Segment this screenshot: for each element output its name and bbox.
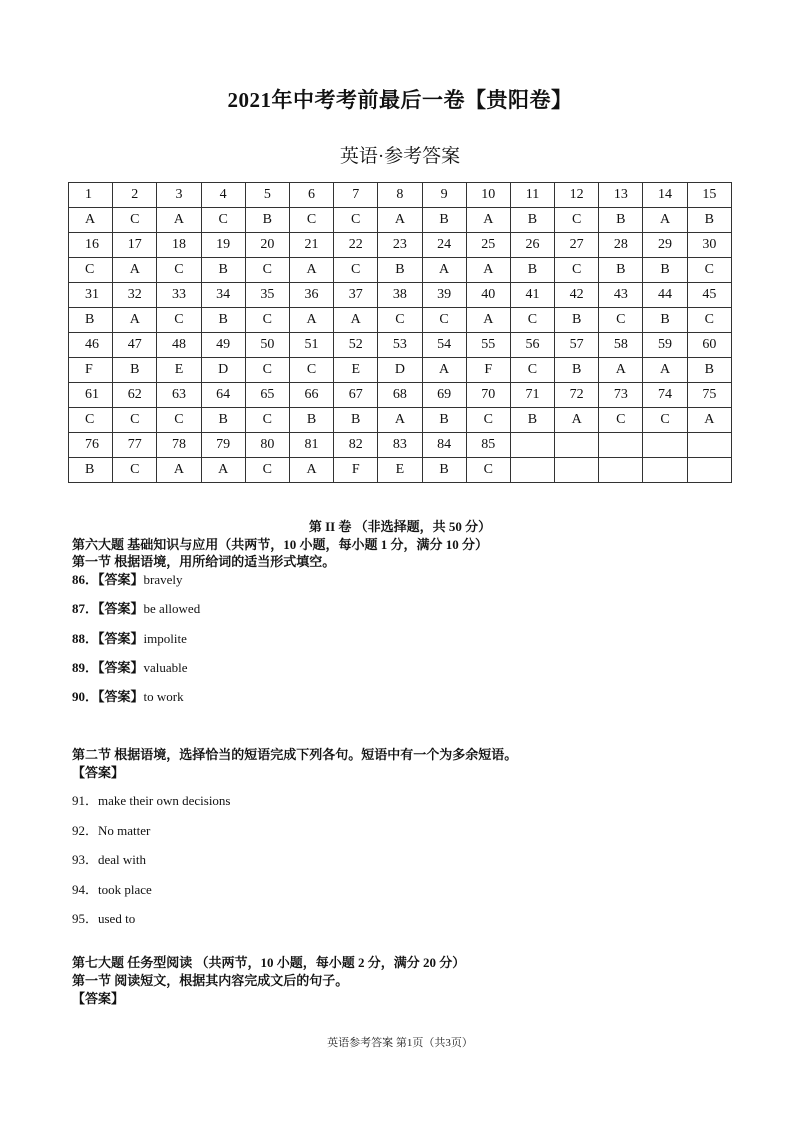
answer-cell: B (555, 308, 599, 333)
answer-cell: A (289, 308, 333, 333)
question-number-cell: 4 (201, 183, 245, 208)
answer-cell: A (466, 208, 510, 233)
question-number-cell: 51 (289, 333, 333, 358)
question-number-cell (599, 433, 643, 458)
answer-cell: C (334, 208, 378, 233)
answer-cell: A (289, 458, 333, 483)
answer-cell: A (555, 408, 599, 433)
answer-item: 87．【答案】be allowed (72, 601, 201, 616)
answer-cell: A (687, 408, 731, 433)
question-number-cell: 37 (334, 283, 378, 308)
question-number-cell: 85 (466, 433, 510, 458)
answer-row (69, 258, 732, 283)
question-number-cell: 40 (466, 283, 510, 308)
question-number-cell: 46 (69, 333, 113, 358)
answer-cell: B (378, 258, 422, 283)
question-number-cell: 27 (555, 233, 599, 258)
question-number-cell: 42 (555, 283, 599, 308)
answer-item: 95．used to (72, 911, 136, 926)
answer-cell: B (201, 258, 245, 283)
answer-cell: A (378, 408, 422, 433)
question-number-cell: 49 (201, 333, 245, 358)
section-7-part-1-instruction: 第一节 阅读短文，根据其内容完成文后的句子。 (72, 973, 349, 988)
question-number-cell: 38 (378, 283, 422, 308)
question-number-cell (687, 433, 731, 458)
answer-cell: B (422, 408, 466, 433)
question-number-row (69, 183, 732, 208)
section-7-heading: 第七大题 任务型阅读 （共两节，10 小题，每小题 2 分，满分 20 分） (72, 955, 466, 970)
question-number-cell: 6 (289, 183, 333, 208)
question-number-cell: 70 (466, 383, 510, 408)
answer-item: 93．deal with (72, 852, 147, 867)
answer-cell: A (466, 258, 510, 283)
question-number-cell: 24 (422, 233, 466, 258)
answer-cell: A (113, 308, 157, 333)
question-number-cell: 43 (599, 283, 643, 308)
answer-cell: C (422, 308, 466, 333)
answer-cell: B (510, 208, 554, 233)
question-number-row (69, 383, 732, 408)
answer-cell: A (599, 358, 643, 383)
answer-cell: C (599, 408, 643, 433)
answer-cell: B (510, 258, 554, 283)
answer-cell: B (422, 458, 466, 483)
question-number-cell: 30 (687, 233, 731, 258)
answer-cell: B (687, 208, 731, 233)
answer-cell: C (555, 208, 599, 233)
question-number-cell: 44 (643, 283, 687, 308)
question-number-cell: 54 (422, 333, 466, 358)
question-number-cell (555, 433, 599, 458)
question-number-cell: 52 (334, 333, 378, 358)
answer-cell (643, 458, 687, 483)
question-number-cell: 75 (687, 383, 731, 408)
question-number-cell: 25 (466, 233, 510, 258)
question-number-cell: 22 (334, 233, 378, 258)
answer-cell: A (157, 208, 201, 233)
answer-cell: F (334, 458, 378, 483)
answer-cell: C (113, 458, 157, 483)
answer-cell: B (69, 458, 113, 483)
answer-cell: C (245, 258, 289, 283)
question-number-cell: 32 (113, 283, 157, 308)
answer-cell: F (466, 358, 510, 383)
answer-item: 86．【答案】bravely (72, 572, 183, 587)
question-number-cell: 10 (466, 183, 510, 208)
answer-cell: B (510, 408, 554, 433)
answer-cell: A (643, 208, 687, 233)
answer-cell: B (245, 208, 289, 233)
question-number-cell: 8 (378, 183, 422, 208)
answer-tag: 【答案】 (72, 765, 125, 780)
answer-cell: C (157, 308, 201, 333)
answer-cell: C (113, 208, 157, 233)
question-number-cell: 7 (334, 183, 378, 208)
answer-cell: E (378, 458, 422, 483)
answer-item: 91．make their own decisions (72, 793, 231, 808)
page-title: 2021年中考考前最后一卷【贵阳卷】 (227, 88, 573, 112)
answer-row (69, 358, 732, 383)
answer-cell: C (687, 308, 731, 333)
page-footer: 英语参考答案 第1页（共3页） (327, 1037, 473, 1049)
question-number-cell: 18 (157, 233, 201, 258)
question-number-cell: 48 (157, 333, 201, 358)
question-number-cell: 80 (245, 433, 289, 458)
answer-cell: A (334, 308, 378, 333)
question-number-cell: 60 (687, 333, 731, 358)
section-6-part-2-instruction: 第二节 根据语境，选择恰当的短语完成下列各句。短语中有一个为多余短语。 (72, 747, 518, 762)
answer-tag: 【答案】 (72, 991, 125, 1006)
answer-cell: C (69, 408, 113, 433)
answer-cell: C (466, 458, 510, 483)
question-number-cell (643, 433, 687, 458)
question-number-cell: 31 (69, 283, 113, 308)
question-number-cell: 71 (510, 383, 554, 408)
question-number-cell: 12 (555, 183, 599, 208)
question-number-cell: 13 (599, 183, 643, 208)
answer-cell: B (555, 358, 599, 383)
answer-cell (555, 458, 599, 483)
answer-cell: B (201, 308, 245, 333)
answer-cell: B (289, 408, 333, 433)
question-number-cell: 64 (201, 383, 245, 408)
answer-cell: A (113, 258, 157, 283)
answer-cell: A (289, 258, 333, 283)
answer-cell: E (157, 358, 201, 383)
answer-cell (687, 458, 731, 483)
question-number-cell: 9 (422, 183, 466, 208)
question-number-cell: 23 (378, 233, 422, 258)
question-number-cell: 21 (289, 233, 333, 258)
question-number-cell: 1 (69, 183, 113, 208)
question-number-cell: 45 (687, 283, 731, 308)
answer-cell: C (289, 208, 333, 233)
question-number-row (69, 333, 732, 358)
answer-cell: C (157, 408, 201, 433)
question-number-cell (510, 433, 554, 458)
question-number-cell: 68 (378, 383, 422, 408)
page-subtitle: 英语·参考答案 (339, 146, 461, 167)
question-number-cell: 82 (334, 433, 378, 458)
answer-cell: F (69, 358, 113, 383)
question-number-cell: 76 (69, 433, 113, 458)
question-number-cell: 33 (157, 283, 201, 308)
question-number-cell: 73 (599, 383, 643, 408)
answer-cell: C (687, 258, 731, 283)
answer-cell: C (289, 358, 333, 383)
answer-cell: B (113, 358, 157, 383)
question-number-cell: 15 (687, 183, 731, 208)
answer-cell: B (422, 208, 466, 233)
answer-cell: B (69, 308, 113, 333)
question-number-cell: 69 (422, 383, 466, 408)
question-number-cell: 78 (157, 433, 201, 458)
answer-cell: E (334, 358, 378, 383)
answer-cell: C (378, 308, 422, 333)
answer-key-table (68, 182, 732, 483)
part-2-heading: 第 II 卷 （非选择题，共 50 分） (308, 519, 492, 534)
answer-cell: B (599, 258, 643, 283)
section-6-heading: 第六大题 基础知识与应用（共两节，10 小题，每小题 1 分，满分 10 分） (72, 537, 489, 552)
question-number-cell: 39 (422, 283, 466, 308)
answer-cell: A (643, 358, 687, 383)
question-number-cell: 47 (113, 333, 157, 358)
question-number-cell: 11 (510, 183, 554, 208)
answer-cell: B (201, 408, 245, 433)
answer-cell: C (643, 408, 687, 433)
question-number-cell: 2 (113, 183, 157, 208)
question-number-cell: 53 (378, 333, 422, 358)
question-number-cell: 63 (157, 383, 201, 408)
question-number-cell: 57 (555, 333, 599, 358)
question-number-cell: 74 (643, 383, 687, 408)
question-number-cell: 65 (245, 383, 289, 408)
answer-item: 94．took place (72, 882, 152, 897)
question-number-cell: 55 (466, 333, 510, 358)
question-number-cell: 67 (334, 383, 378, 408)
answer-cell: A (69, 208, 113, 233)
section-6-part-1-instruction: 第一节 根据语境，用所给词的适当形式填空。 (72, 554, 336, 569)
answer-cell: B (643, 308, 687, 333)
answer-cell: A (422, 258, 466, 283)
answer-cell: B (643, 258, 687, 283)
question-number-cell: 19 (201, 233, 245, 258)
question-number-cell: 5 (245, 183, 289, 208)
answer-item: 89．【答案】valuable (72, 660, 188, 675)
answer-cell: C (201, 208, 245, 233)
answer-cell: C (69, 258, 113, 283)
answer-cell (599, 458, 643, 483)
question-number-row (69, 233, 732, 258)
answer-cell: D (378, 358, 422, 383)
answer-cell: A (157, 458, 201, 483)
question-number-cell: 3 (157, 183, 201, 208)
answer-cell: A (378, 208, 422, 233)
question-number-cell: 83 (378, 433, 422, 458)
question-number-cell: 79 (201, 433, 245, 458)
answer-cell: D (201, 358, 245, 383)
answer-row (69, 208, 732, 233)
answer-row (69, 408, 732, 433)
answer-cell: C (510, 358, 554, 383)
question-number-cell: 34 (201, 283, 245, 308)
answer-cell: C (245, 308, 289, 333)
question-number-cell: 28 (599, 233, 643, 258)
answer-cell: A (201, 458, 245, 483)
question-number-cell: 29 (643, 233, 687, 258)
answer-cell: C (157, 258, 201, 283)
question-number-cell: 81 (289, 433, 333, 458)
answer-row (69, 458, 732, 483)
answer-cell: C (113, 408, 157, 433)
question-number-cell: 62 (113, 383, 157, 408)
answer-cell: C (510, 308, 554, 333)
question-number-cell: 35 (245, 283, 289, 308)
question-number-cell: 36 (289, 283, 333, 308)
question-number-cell: 66 (289, 383, 333, 408)
answer-cell (510, 458, 554, 483)
answer-cell: C (245, 358, 289, 383)
answer-row (69, 308, 732, 333)
question-number-row (69, 433, 732, 458)
question-number-cell: 56 (510, 333, 554, 358)
answer-item: 88．【答案】impolite (72, 631, 187, 646)
answer-cell: C (599, 308, 643, 333)
answer-item: 92．No matter (72, 823, 151, 838)
question-number-row (69, 283, 732, 308)
answer-cell: B (599, 208, 643, 233)
question-number-cell: 77 (113, 433, 157, 458)
question-number-cell: 72 (555, 383, 599, 408)
answer-cell: A (466, 308, 510, 333)
answer-item: 90．【答案】to work (72, 689, 184, 704)
question-number-cell: 14 (643, 183, 687, 208)
question-number-cell: 20 (245, 233, 289, 258)
question-number-cell: 17 (113, 233, 157, 258)
question-number-cell: 58 (599, 333, 643, 358)
answer-cell: B (334, 408, 378, 433)
question-number-cell: 61 (69, 383, 113, 408)
answer-cell: C (334, 258, 378, 283)
question-number-cell: 59 (643, 333, 687, 358)
question-number-cell: 16 (69, 233, 113, 258)
answer-cell: C (466, 408, 510, 433)
answer-cell: C (245, 408, 289, 433)
question-number-cell: 50 (245, 333, 289, 358)
answer-cell: B (687, 358, 731, 383)
question-number-cell: 26 (510, 233, 554, 258)
question-number-cell: 41 (510, 283, 554, 308)
answer-cell: A (422, 358, 466, 383)
answer-cell: C (245, 458, 289, 483)
question-number-cell: 84 (422, 433, 466, 458)
answer-cell: C (555, 258, 599, 283)
